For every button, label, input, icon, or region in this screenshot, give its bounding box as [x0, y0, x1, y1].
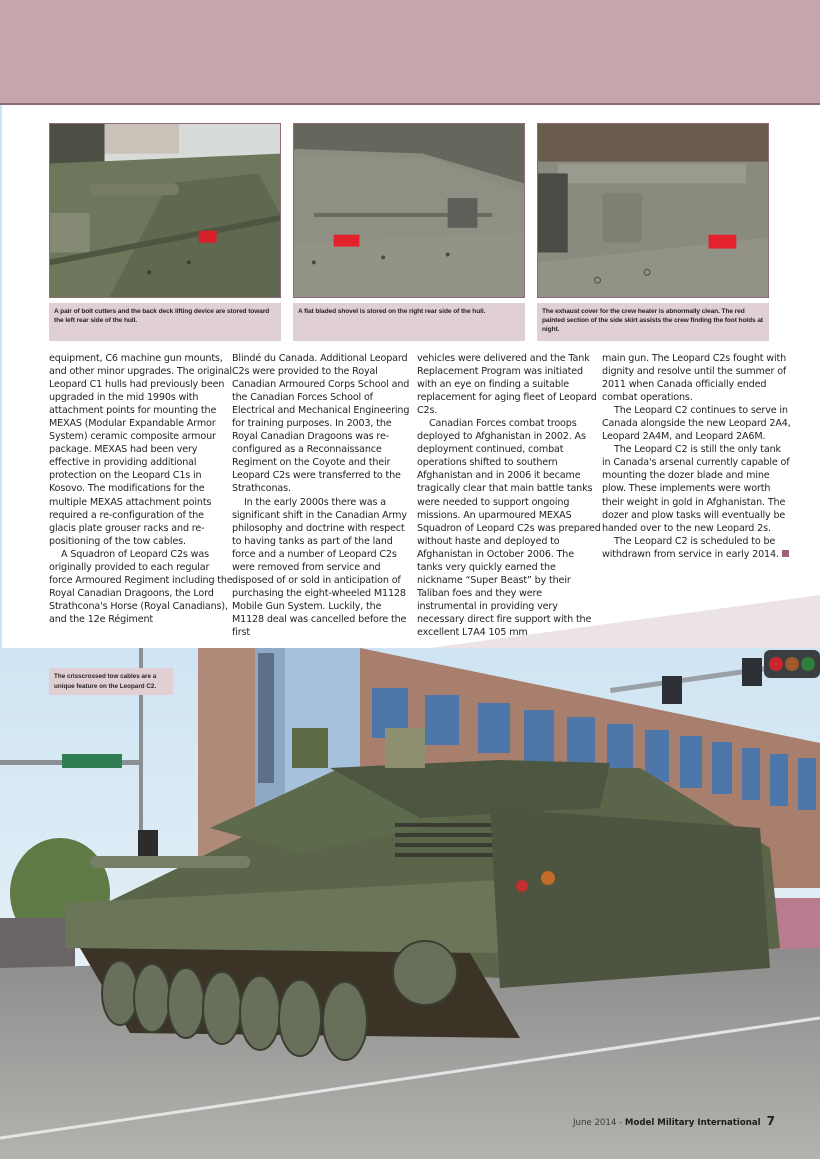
magazine-title: Model Military International — [624, 1118, 761, 1128]
issue-date: June 2014 - — [573, 1118, 625, 1128]
photo-caption: A pair of bolt cutters and the back deck lifting device are stored toward the left rear side of the hull. — [49, 303, 281, 341]
paragraph: The Leopard C2 is scheduled to be withdrawn from service in early 2014. — [602, 535, 779, 560]
paragraph: vehicles were delivered and the Tank Replacement Program was initiated with an eye on finding a suitable replacement for aging fleet of Leopard C2s. — [417, 353, 597, 417]
photo-exhaust-cover — [537, 123, 769, 298]
page-number: 7 — [766, 1114, 775, 1128]
photo-bolt-cutters — [49, 123, 281, 298]
end-of-article-mark — [782, 550, 789, 557]
paragraph: main gun. The Leopard C2s fought with dignity and resolve until the summer of 2011 when Canada officially ended combat operations. — [602, 353, 787, 404]
article-column-3 — [417, 352, 601, 639]
photo-caption: A flat bladed shovel is stored on the right rear side of the hull. — [293, 303, 525, 341]
article-body — [49, 352, 791, 642]
paragraph: equipment, C6 machine gun mounts, and other minor upgrades. The original Leopard C1 hulls had previously been upgraded in the mid 1990s with attachment points for mounting the MEXAS (Modular Expandable Armor System) ceramic composite armour package. MEXAS had been very effective in providing additional protection on the Leopard C1s in Kosovo. The modifications for the multiple MEXAS attachment points required a re-configuration of the glacis plate grouser racks and re-positioning of the tow cables. — [49, 353, 232, 547]
photo-shovel — [293, 123, 525, 298]
main-photo-caption: The crisscrossed tow cables are a unique feature on the Leopard C2. — [49, 668, 173, 695]
header-band — [0, 0, 820, 105]
article-column-1 — [49, 352, 233, 626]
paragraph: A Squadron of Leopard C2s was originally provided to each regular force Armoured Regiment including the Royal Canadian Dragoons, the Lord Strathcona's Horse (Royal Canadians), and the 12e Régiment — [49, 548, 233, 625]
main-photo-leopard-c2 — [0, 648, 820, 1159]
paragraph: Canadian Forces combat troops deployed to Afghanistan in 2002. As deployment continued, combat operations shifted to southern Afghanistan and in 2006 it became tragically clear that main battle tanks were needed to support ongoing missions. An uparmoured MEXAS Squadron of Leopard C2s was prepared without haste and deployed to Afghanistan in October 2006. The tanks very quickly earned the nickname “Super Beast” by their Taliban foes and they were instrumental in providing very necessary direct fire support with the excellent L7A4 105 mm — [417, 418, 601, 638]
article-column-2 — [232, 352, 416, 639]
page-footer — [573, 1114, 775, 1128]
paragraph: The Leopard C2 is still the only tank in Canada's arsenal currently capable of mounting the dozer blade and mine plow. These implements were worth their weight in gold in Afghanistan. The dozer and plow tasks will eventually be handed over to the new Leopard 2s. — [602, 444, 790, 534]
paragraph: The Leopard C2 continues to serve in Canada alongside the new Leopard 2A4, Leopard 2A4M, and Leopard 2A6M. — [602, 405, 791, 443]
paragraph: Blindé du Canada. Additional Leopard C2s were provided to the Royal Canadian Armoured Corps School and the Canadian Forces School of Electrical and Mechanical Engineering for training purposes. In 2003, the Royal Canadian Dragoons was re-configured as a Reconnaissance Regiment on the Coyote and their Leopard C2s were transferred to the Strathconas. — [232, 353, 410, 495]
paragraph: In the early 2000s there was a significant shift in the Canadian Army philosophy and doctrine with respect to having tanks as part of the land force and a number of Leopard C2s were removed from service and disposed of or sold in anticipation of purchasing the eight-wheeled M1128 Mobile Gun System. Luckily, the M1128 deal was cancelled before the first — [232, 496, 407, 638]
article-column-4 — [602, 352, 792, 561]
photo-caption: The exhaust cover for the crew heater is abnormally clean. The red painted section of the side skirt assists the crew finding the foot holds at night. — [537, 303, 769, 341]
